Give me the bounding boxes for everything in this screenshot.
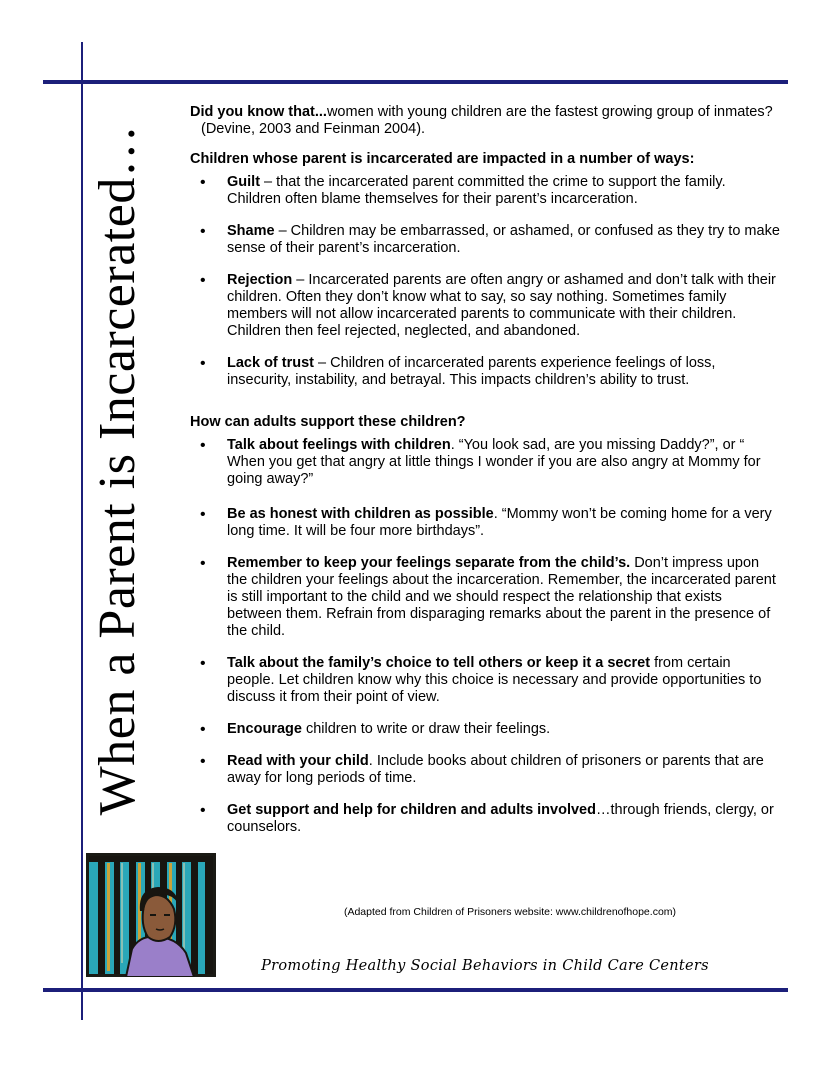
support-list bbox=[190, 437, 780, 836]
intro-lead: Did you know that... bbox=[190, 104, 327, 120]
item-term: Shame bbox=[227, 223, 275, 239]
item-text: children to write or draw their feelings. bbox=[301, 721, 551, 737]
bullet-icon: • bbox=[200, 655, 206, 672]
left-vertical-rule bbox=[81, 42, 83, 1020]
item-term: Lack of trust bbox=[227, 355, 315, 371]
footer-tagline: Promoting Healthy Social Behaviors in Child Care Centers bbox=[261, 958, 709, 974]
top-horizontal-rule bbox=[43, 80, 788, 84]
impacts-heading: Children whose parent is incarcerated are impacted in a number of ways: bbox=[190, 151, 695, 167]
child-behind-bars-illustration bbox=[86, 853, 216, 977]
item-term: Guilt bbox=[227, 174, 261, 190]
list-item bbox=[190, 355, 780, 389]
item-term: Get support and help for children and adults involved bbox=[227, 802, 596, 818]
page-title: When a Parent is Incarcerated… bbox=[89, 124, 146, 816]
intro-paragraph bbox=[190, 104, 780, 138]
bullet-icon: • bbox=[200, 272, 206, 289]
item-term: Talk about the family’s choice to tell others or keep it a secret bbox=[227, 655, 651, 671]
item-term: Rejection bbox=[227, 272, 293, 288]
bullet-icon: • bbox=[200, 174, 206, 191]
list-item bbox=[190, 555, 780, 640]
bullet-icon: • bbox=[200, 721, 206, 738]
item-term: Encourage bbox=[227, 721, 302, 737]
item-term: Talk about feelings with children bbox=[227, 437, 451, 453]
list-item bbox=[190, 655, 780, 706]
item-term: Be as honest with children as possible bbox=[227, 506, 494, 522]
item-text: – that the incarcerated parent committed the crime to support the family. Children often blame themselves for their parent’s incarceration. bbox=[227, 174, 726, 207]
item-text: from certain people. Let children know why this choice is necessary and provide opportunities to discuss it from their point of view. bbox=[227, 655, 762, 705]
item-term: Read with your child bbox=[227, 753, 369, 769]
item-text: . Include books about children of prisoners or parents that are away for long periods of time. bbox=[227, 753, 764, 786]
list-item bbox=[190, 721, 780, 738]
intro-text: women with young children are the fastest growing group of inmates? (Devine, 2003 and Feinman 2004). bbox=[201, 104, 773, 137]
item-text: . “Mommy won’t be coming home for a very long time. It will be four more birthdays”. bbox=[227, 506, 772, 539]
list-item bbox=[190, 272, 780, 340]
list-item bbox=[190, 437, 780, 488]
bullet-icon: • bbox=[200, 437, 206, 454]
list-item bbox=[190, 802, 780, 836]
item-text: Don’t impress upon the children your feelings about the incarceration. Remember, the incarcerated parent is still important to the child and we should respect the relationship that exists between them. Refrain from disparaging remarks about the parent in the presence of the child. bbox=[227, 555, 776, 639]
list-item bbox=[190, 223, 780, 257]
list-item bbox=[190, 753, 780, 787]
item-text: – Incarcerated parents are often angry or ashamed and don’t talk with their children. Often they don’t know what to say, so say nothing. Sometimes family members will not allow incarcerated parents to communicate with their children. Children then feel rejected, neglected, and abandoned. bbox=[227, 272, 776, 339]
bullet-icon: • bbox=[200, 355, 206, 372]
item-text: . “You look sad, are you missing Daddy?”, or “ When you get that angry at little things I wonder if you are also angry at Mommy for going away?” bbox=[227, 437, 761, 487]
item-term: Remember to keep your feelings separate from the child’s. bbox=[227, 555, 631, 571]
bullet-icon: • bbox=[200, 223, 206, 240]
support-heading: How can adults support these children? bbox=[190, 414, 466, 430]
item-text: – Children of incarcerated parents experience feelings of loss, insecurity, instability, and betrayal. This impacts children’s ability to trust. bbox=[227, 355, 716, 388]
source-citation: (Adapted from Children of Prisoners website: www.childrenofhope.com) bbox=[343, 906, 677, 918]
main-content bbox=[190, 104, 780, 836]
bullet-icon: • bbox=[200, 555, 206, 572]
impacts-list bbox=[190, 174, 780, 389]
list-item bbox=[190, 506, 780, 540]
item-text: – Children may be embarrassed, or ashamed, or confused as they try to make sense of their parent’s incarceration. bbox=[227, 223, 780, 256]
bottom-horizontal-rule bbox=[43, 988, 788, 992]
bullet-icon: • bbox=[200, 753, 206, 770]
item-text: …through friends, clergy, or counselors. bbox=[227, 802, 774, 835]
bullet-icon: • bbox=[200, 506, 206, 523]
bullet-icon: • bbox=[200, 802, 206, 819]
list-item bbox=[190, 174, 780, 208]
